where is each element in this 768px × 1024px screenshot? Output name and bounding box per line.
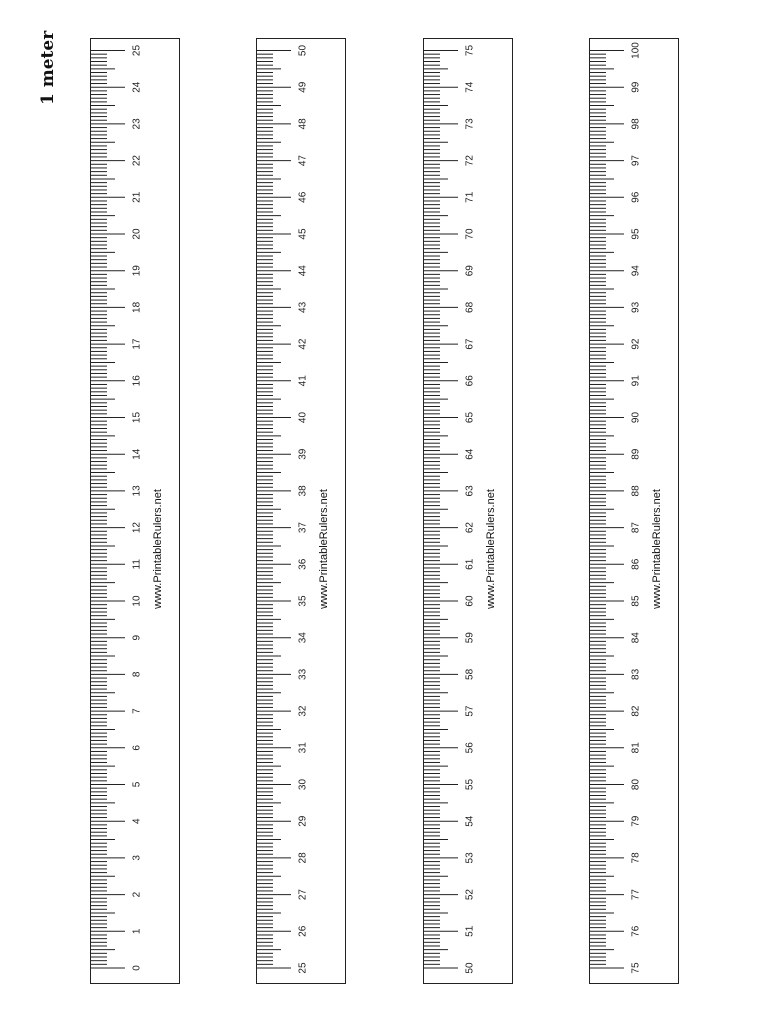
cm-label: 47	[297, 155, 309, 167]
cm-label: 15	[131, 411, 143, 424]
cm-label: 35	[297, 595, 309, 607]
cm-label: 18	[131, 301, 143, 313]
cm-label: 67	[464, 338, 476, 350]
site-label: www.PrintableRulers.net	[152, 489, 164, 609]
site-label: www.PrintableRulers.net	[485, 489, 497, 609]
cm-label: 97	[630, 155, 642, 167]
cm-label: 49	[297, 81, 309, 93]
cm-label: 71	[464, 191, 476, 203]
cm-label: 29	[297, 815, 309, 827]
cm-label: 58	[464, 668, 476, 680]
cm-label: 6	[131, 745, 143, 751]
cm-label: 88	[630, 485, 642, 497]
cm-label: 10	[131, 595, 143, 607]
cm-label: 44	[297, 265, 309, 277]
cm-label: 28	[297, 852, 309, 864]
cm-label: 96	[630, 191, 642, 203]
cm-label: 33	[297, 668, 309, 680]
cm-label: 68	[464, 301, 476, 313]
cm-label: 0	[131, 965, 143, 971]
cm-label: 51	[464, 925, 476, 937]
cm-label: 1	[131, 928, 143, 935]
cm-label: 22	[131, 155, 143, 167]
cm-label: 54	[464, 815, 476, 827]
cm-label: 84	[630, 632, 642, 644]
cm-label: 53	[464, 852, 476, 864]
cm-label: 78	[630, 852, 642, 864]
cm-label: 90	[630, 411, 642, 424]
cm-label: 31	[297, 742, 309, 754]
cm-label: 62	[464, 522, 476, 534]
cm-label: 8	[131, 671, 143, 678]
cm-label: 30	[297, 778, 309, 791]
ruler-scale-2	[257, 39, 347, 985]
cm-label: 86	[630, 558, 642, 570]
cm-label: 77	[630, 889, 642, 901]
cm-label: 63	[464, 485, 476, 497]
cm-label: 89	[630, 448, 642, 460]
cm-label: 75	[464, 44, 476, 57]
cm-label: 93	[630, 301, 642, 313]
cm-label: 61	[464, 558, 476, 570]
cm-label: 19	[131, 265, 143, 277]
cm-label: 4	[131, 818, 143, 824]
cm-label: 73	[464, 118, 476, 130]
cm-label: 72	[464, 155, 476, 167]
site-label: www.PrintableRulers.net	[651, 489, 663, 609]
cm-label: 34	[297, 632, 309, 644]
cm-label: 5	[131, 781, 143, 788]
ruler-strip-4	[589, 38, 679, 984]
cm-label: 7	[131, 708, 143, 714]
cm-label: 25	[297, 962, 309, 974]
cm-label: 14	[131, 448, 143, 460]
cm-label: 25	[131, 44, 143, 57]
cm-label: 57	[464, 705, 476, 717]
ruler-scale-3	[424, 39, 514, 985]
cm-label: 50	[464, 962, 476, 974]
cm-label: 38	[297, 485, 309, 497]
cm-label: 65	[464, 411, 476, 424]
cm-label: 3	[131, 855, 143, 861]
cm-label: 59	[464, 632, 476, 644]
cm-label: 85	[630, 595, 642, 607]
cm-label: 9	[131, 634, 143, 641]
cm-label: 98	[630, 118, 642, 130]
cm-label: 83	[630, 668, 642, 680]
cm-label: 37	[297, 522, 309, 534]
site-label: www.PrintableRulers.net	[318, 489, 330, 609]
cm-label: 100	[630, 42, 642, 59]
cm-label: 69	[464, 265, 476, 277]
cm-label: 41	[297, 375, 309, 387]
cm-label: 80	[630, 778, 642, 791]
cm-label: 20	[131, 228, 143, 240]
cm-label: 2	[131, 891, 143, 898]
cm-label: 13	[131, 485, 143, 497]
ruler-strip-1	[90, 38, 180, 984]
cm-label: 12	[131, 522, 143, 534]
cm-label: 55	[464, 778, 476, 791]
cm-label: 82	[630, 705, 642, 717]
cm-label: 36	[297, 558, 309, 570]
cm-label: 64	[464, 448, 476, 460]
cm-label: 16	[131, 375, 143, 387]
ruler-scale-1	[91, 39, 181, 985]
cm-label: 23	[131, 118, 143, 130]
cm-label: 56	[464, 742, 476, 754]
cm-label: 87	[630, 522, 642, 534]
cm-label: 11	[131, 559, 143, 570]
cm-label: 27	[297, 889, 309, 901]
cm-label: 21	[131, 191, 143, 203]
ruler-scale-4	[590, 39, 680, 985]
cm-label: 46	[297, 191, 309, 203]
cm-label: 48	[297, 118, 309, 130]
cm-label: 75	[630, 962, 642, 974]
cm-label: 17	[131, 338, 143, 350]
cm-label: 39	[297, 448, 309, 460]
cm-label: 52	[464, 889, 476, 901]
cm-label: 79	[630, 815, 642, 827]
cm-label: 45	[297, 228, 309, 240]
ruler-strip-2	[256, 38, 346, 984]
cm-label: 42	[297, 338, 309, 350]
cm-label: 95	[630, 228, 642, 240]
cm-label: 81	[630, 742, 642, 754]
cm-label: 60	[464, 595, 476, 607]
cm-label: 99	[630, 81, 642, 93]
cm-label: 43	[297, 301, 309, 313]
cm-label: 26	[297, 925, 309, 937]
cm-label: 74	[464, 81, 476, 93]
cm-label: 76	[630, 925, 642, 937]
cm-label: 40	[297, 411, 309, 424]
cm-label: 24	[131, 81, 143, 93]
cm-label: 32	[297, 705, 309, 717]
cm-label: 70	[464, 228, 476, 240]
cm-label: 91	[630, 375, 642, 387]
cm-label: 94	[630, 265, 642, 277]
cm-label: 66	[464, 375, 476, 387]
cm-label: 92	[630, 338, 642, 350]
cm-label: 50	[297, 44, 309, 57]
ruler-strip-3	[423, 38, 513, 984]
page-title: 1 meter	[38, 30, 58, 105]
